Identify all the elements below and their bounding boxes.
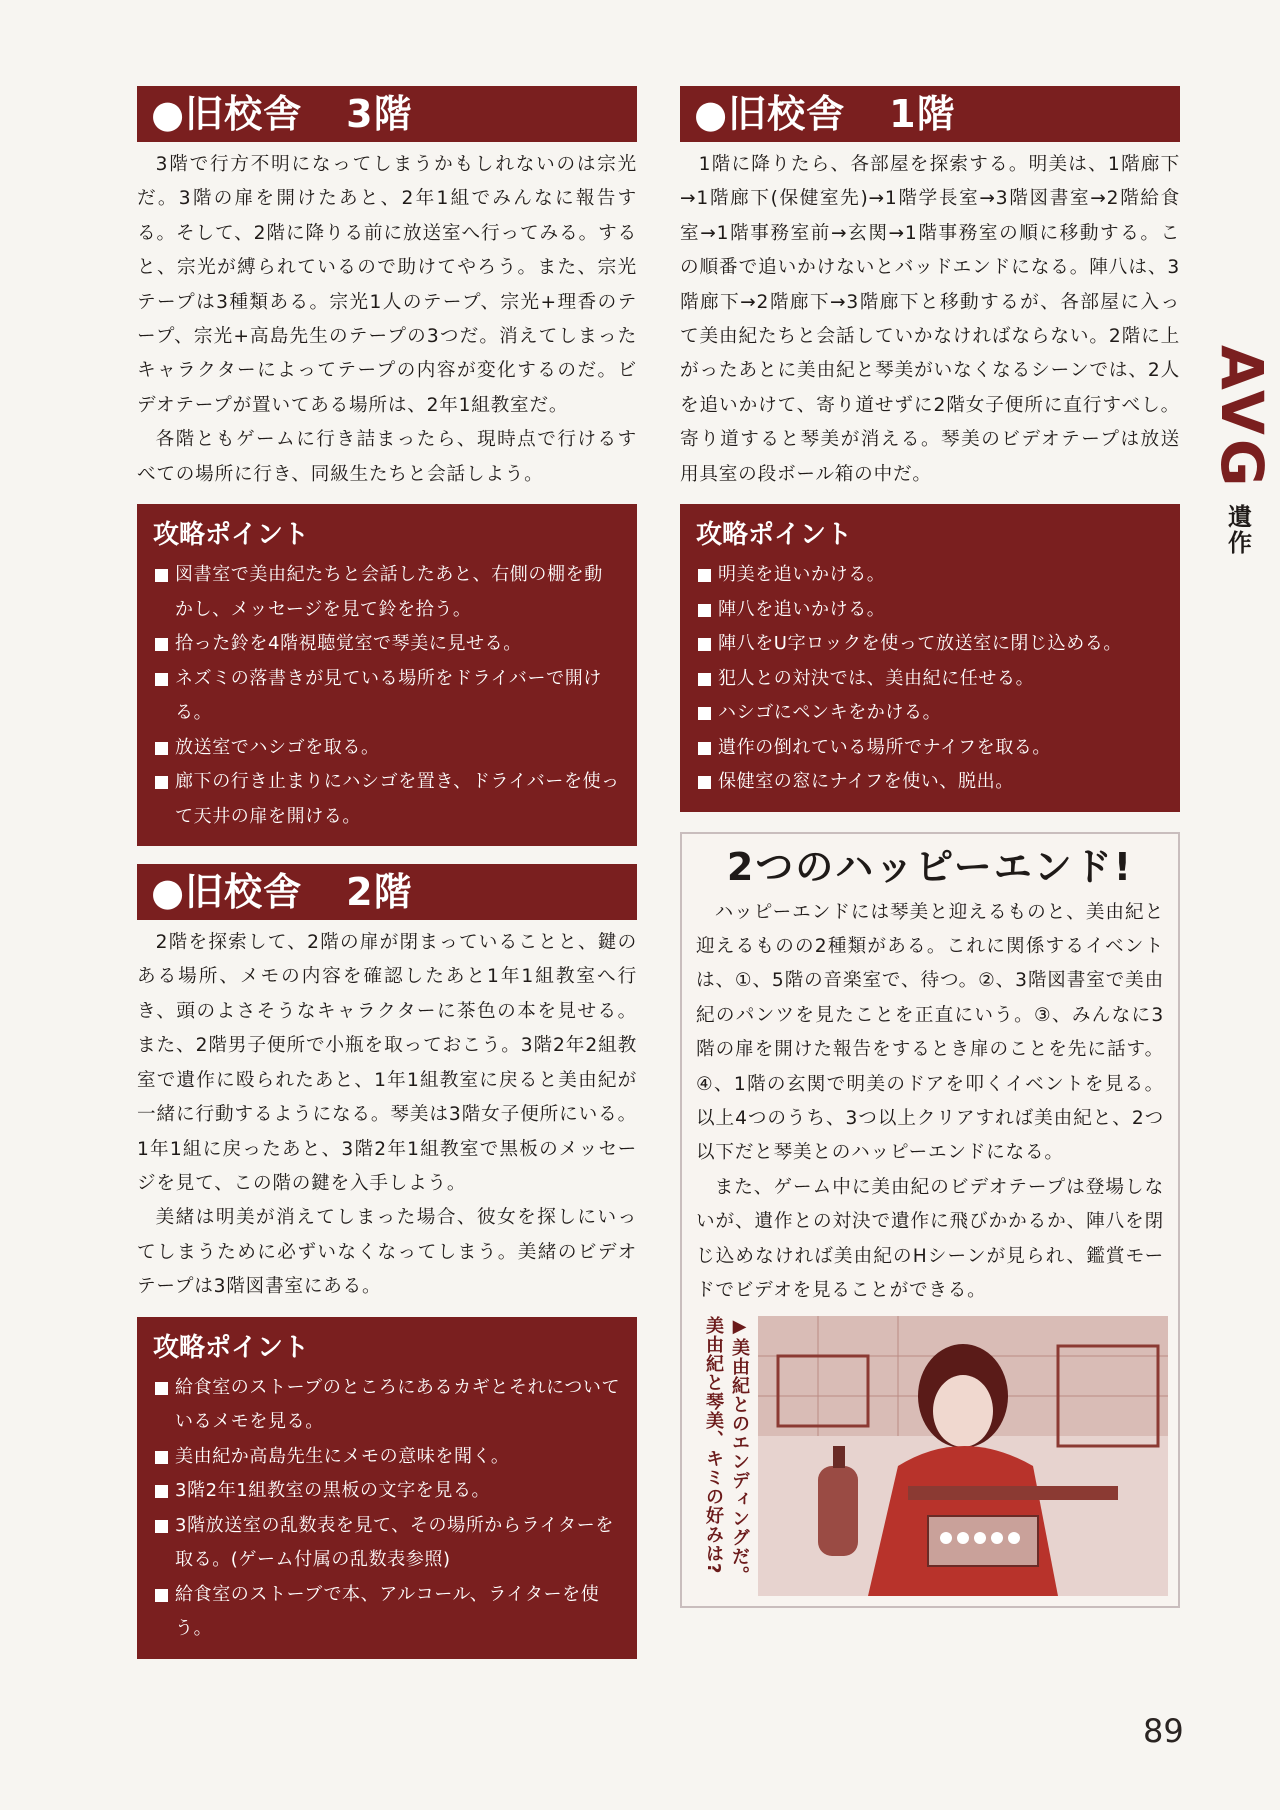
tips-list [153, 558, 621, 834]
photo-row [696, 1316, 1164, 1596]
ending-illustration [758, 1316, 1168, 1596]
header-title: ●旧校舎 [694, 92, 846, 136]
tips-box-floor2 [137, 1317, 637, 1659]
paragraph: 美緒は明美が消えてしまった場合、彼女を探しにいってしまうために必ずいなくなってしまう。美緒のビデオテープは3階図書室にある。 [137, 1207, 637, 1298]
floor1-body [680, 148, 1180, 492]
game-title-label: 遺作 [1223, 504, 1252, 557]
paragraph: 各階ともゲームに行き詰まったら、現時点で行けるすべての場所に行き、同級生たちと会話しよう。 [137, 429, 637, 485]
tip-item: 廊下の行き止まりにハシゴを置き、ドライバーを使って天井の扉を開ける。 [153, 765, 621, 834]
tips-title: 攻略ポイント [696, 520, 853, 551]
tips-list [696, 558, 1164, 800]
paragraph: 3階で行方不明になってしまうかもしれないのは宗光だ。3階の扉を開けたあと、2年1組でみんなに報告する。そして、2階に降りる前に放送室へ行ってみる。すると、宗光が縛られているので助けてやろう。また、宗光テープは3種類ある。宗光1人のテープ、宗光+理香のテープ、宗光+高島先生のテープの3つだ。消えてしまったキャラクターによってテープの内容が変化するのだ。ビデオテープが置いてある場所は、2年1組教室だ。 [137, 154, 637, 416]
tips-box-floor1 [680, 504, 1180, 812]
tip-item: 遺作の倒れている場所でナイフを取る。 [696, 731, 1164, 766]
tip-item: ネズミの落書きが見ている場所をドライバーで開ける。 [153, 662, 621, 731]
floor2-body [137, 926, 637, 1304]
left-column [137, 86, 637, 1659]
paragraph: 2階を探索して、2階の扉が閉まっていることと、鍵のある場所、メモの内容を確認したあと1年1組教室へ行き、頭のよさそうなキャラクターに茶色の本を見せる。また、2階男子便所で小瓶を取っておこう。3階2年2組教室で遺作に殴られたあと、1年1組教室に戻ると美由紀が一緒に行動するようになる。琴美は3階女子便所にいる。1年1組に戻ったあと、3階2年1組教室で黒板のメッセージを見て、この階の鍵を入手しよう。 [137, 932, 637, 1194]
paragraph: また、ゲーム中に美由紀のビデオテープは登場しないが、遺作との対決で遺作に飛びかかるか、陣八を閉じ込めなければ美由紀のHシーンが見られ、鑑賞モードでビデオを見ることができる。 [696, 1176, 1164, 1302]
header-floor: 2階 [346, 870, 413, 915]
tips-title: 攻略ポイント [153, 1332, 310, 1363]
photo-caption: ▶美由紀とのエンディングだ。美由紀と琴美、キミの好みは? [703, 1316, 750, 1586]
tip-item: 美由紀か高島先生にメモの意味を聞く。 [153, 1440, 621, 1475]
header-title: ●旧校舎 [151, 870, 303, 915]
section-header-floor1 [680, 86, 1180, 142]
happy-end-body [696, 896, 1164, 1309]
right-column [680, 86, 1180, 1608]
header-floor: 3階 [346, 92, 413, 136]
page-number: 89 [1143, 1712, 1184, 1750]
tip-item: 給食室のストーブで本、アルコール、ライターを使う。 [153, 1578, 621, 1647]
side-label [1208, 345, 1276, 560]
tip-item: 陣八をU字ロックを使って放送室に閉じ込める。 [696, 627, 1164, 662]
section-header-floor3 [137, 86, 637, 142]
paragraph: ハッピーエンドには琴美と迎えるものと、美由紀と迎えるものの2種類がある。これに関係するイベントは、①、5階の音楽室で、待つ。②、3階図書室で美由紀のパンツを見たことを正直にいう。③、みんなに3階の扉を開けた報告をするとき扉のことを先に話す。④、1階の玄関で明美のドアを叩くイベントを見る。以上4つのうち、3つ以上クリアすれば美由紀と、2つ以下だと琴美とのハッピーエンドになる。 [696, 901, 1164, 1164]
tip-item: 保健室の窓にナイフを使い、脱出。 [696, 765, 1164, 800]
tip-item: 給食室のストーブのところにあるカギとそれについているメモを見る。 [153, 1371, 621, 1440]
tips-list [153, 1371, 621, 1647]
header-floor: 1階 [889, 92, 956, 136]
section-header-floor2 [137, 864, 637, 920]
floor3-body [137, 148, 637, 492]
happy-end-box [680, 832, 1180, 1609]
tip-item: 放送室でハシゴを取る。 [153, 731, 621, 766]
tips-box-floor3 [137, 504, 637, 846]
tip-item: 陣八を追いかける。 [696, 593, 1164, 628]
tip-item: 3階放送室の乱数表を見て、その場所からライターを取る。(ゲーム付属の乱数表参照) [153, 1509, 621, 1578]
tip-item: 図書室で美由紀たちと会話したあと、右側の棚を動かし、メッセージを見て鈴を拾う。 [153, 558, 621, 627]
tip-item: 犯人との対決では、美由紀に任せる。 [696, 662, 1164, 697]
paragraph: 1階に降りたら、各部屋を探索する。明美は、1階廊下→1階廊下(保健室先)→1階学長室→3階図書室→2階給食室→1階事務室前→玄関→1階事務室の順に移動する。この順番で追いかけないとバッドエンドになる。陣八は、3階廊下→2階廊下→3階廊下と移動するが、各部屋に入って美由紀たちと会話していかなければならない。2階に上がったあとに美由紀と琴美がいなくなるシーンでは、2人を追いかけて、寄り道せずに2階女子便所に直行すべし。寄り道すると琴美が消える。琴美のビデオテープは放送用具室の段ボール箱の中だ。 [680, 154, 1180, 485]
tip-item: ハシゴにペンキをかける。 [696, 696, 1164, 731]
genre-label: AVG [1208, 345, 1276, 491]
tips-title: 攻略ポイント [153, 520, 310, 551]
happy-end-title: 2つのハッピーエンド! [726, 844, 1134, 889]
tip-item: 3階2年1組教室の黒板の文字を見る。 [153, 1474, 621, 1509]
header-title: ●旧校舎 [151, 92, 303, 136]
tip-item: 拾った鈴を4階視聴覚室で琴美に見せる。 [153, 627, 621, 662]
tip-item: 明美を追いかける。 [696, 558, 1164, 593]
